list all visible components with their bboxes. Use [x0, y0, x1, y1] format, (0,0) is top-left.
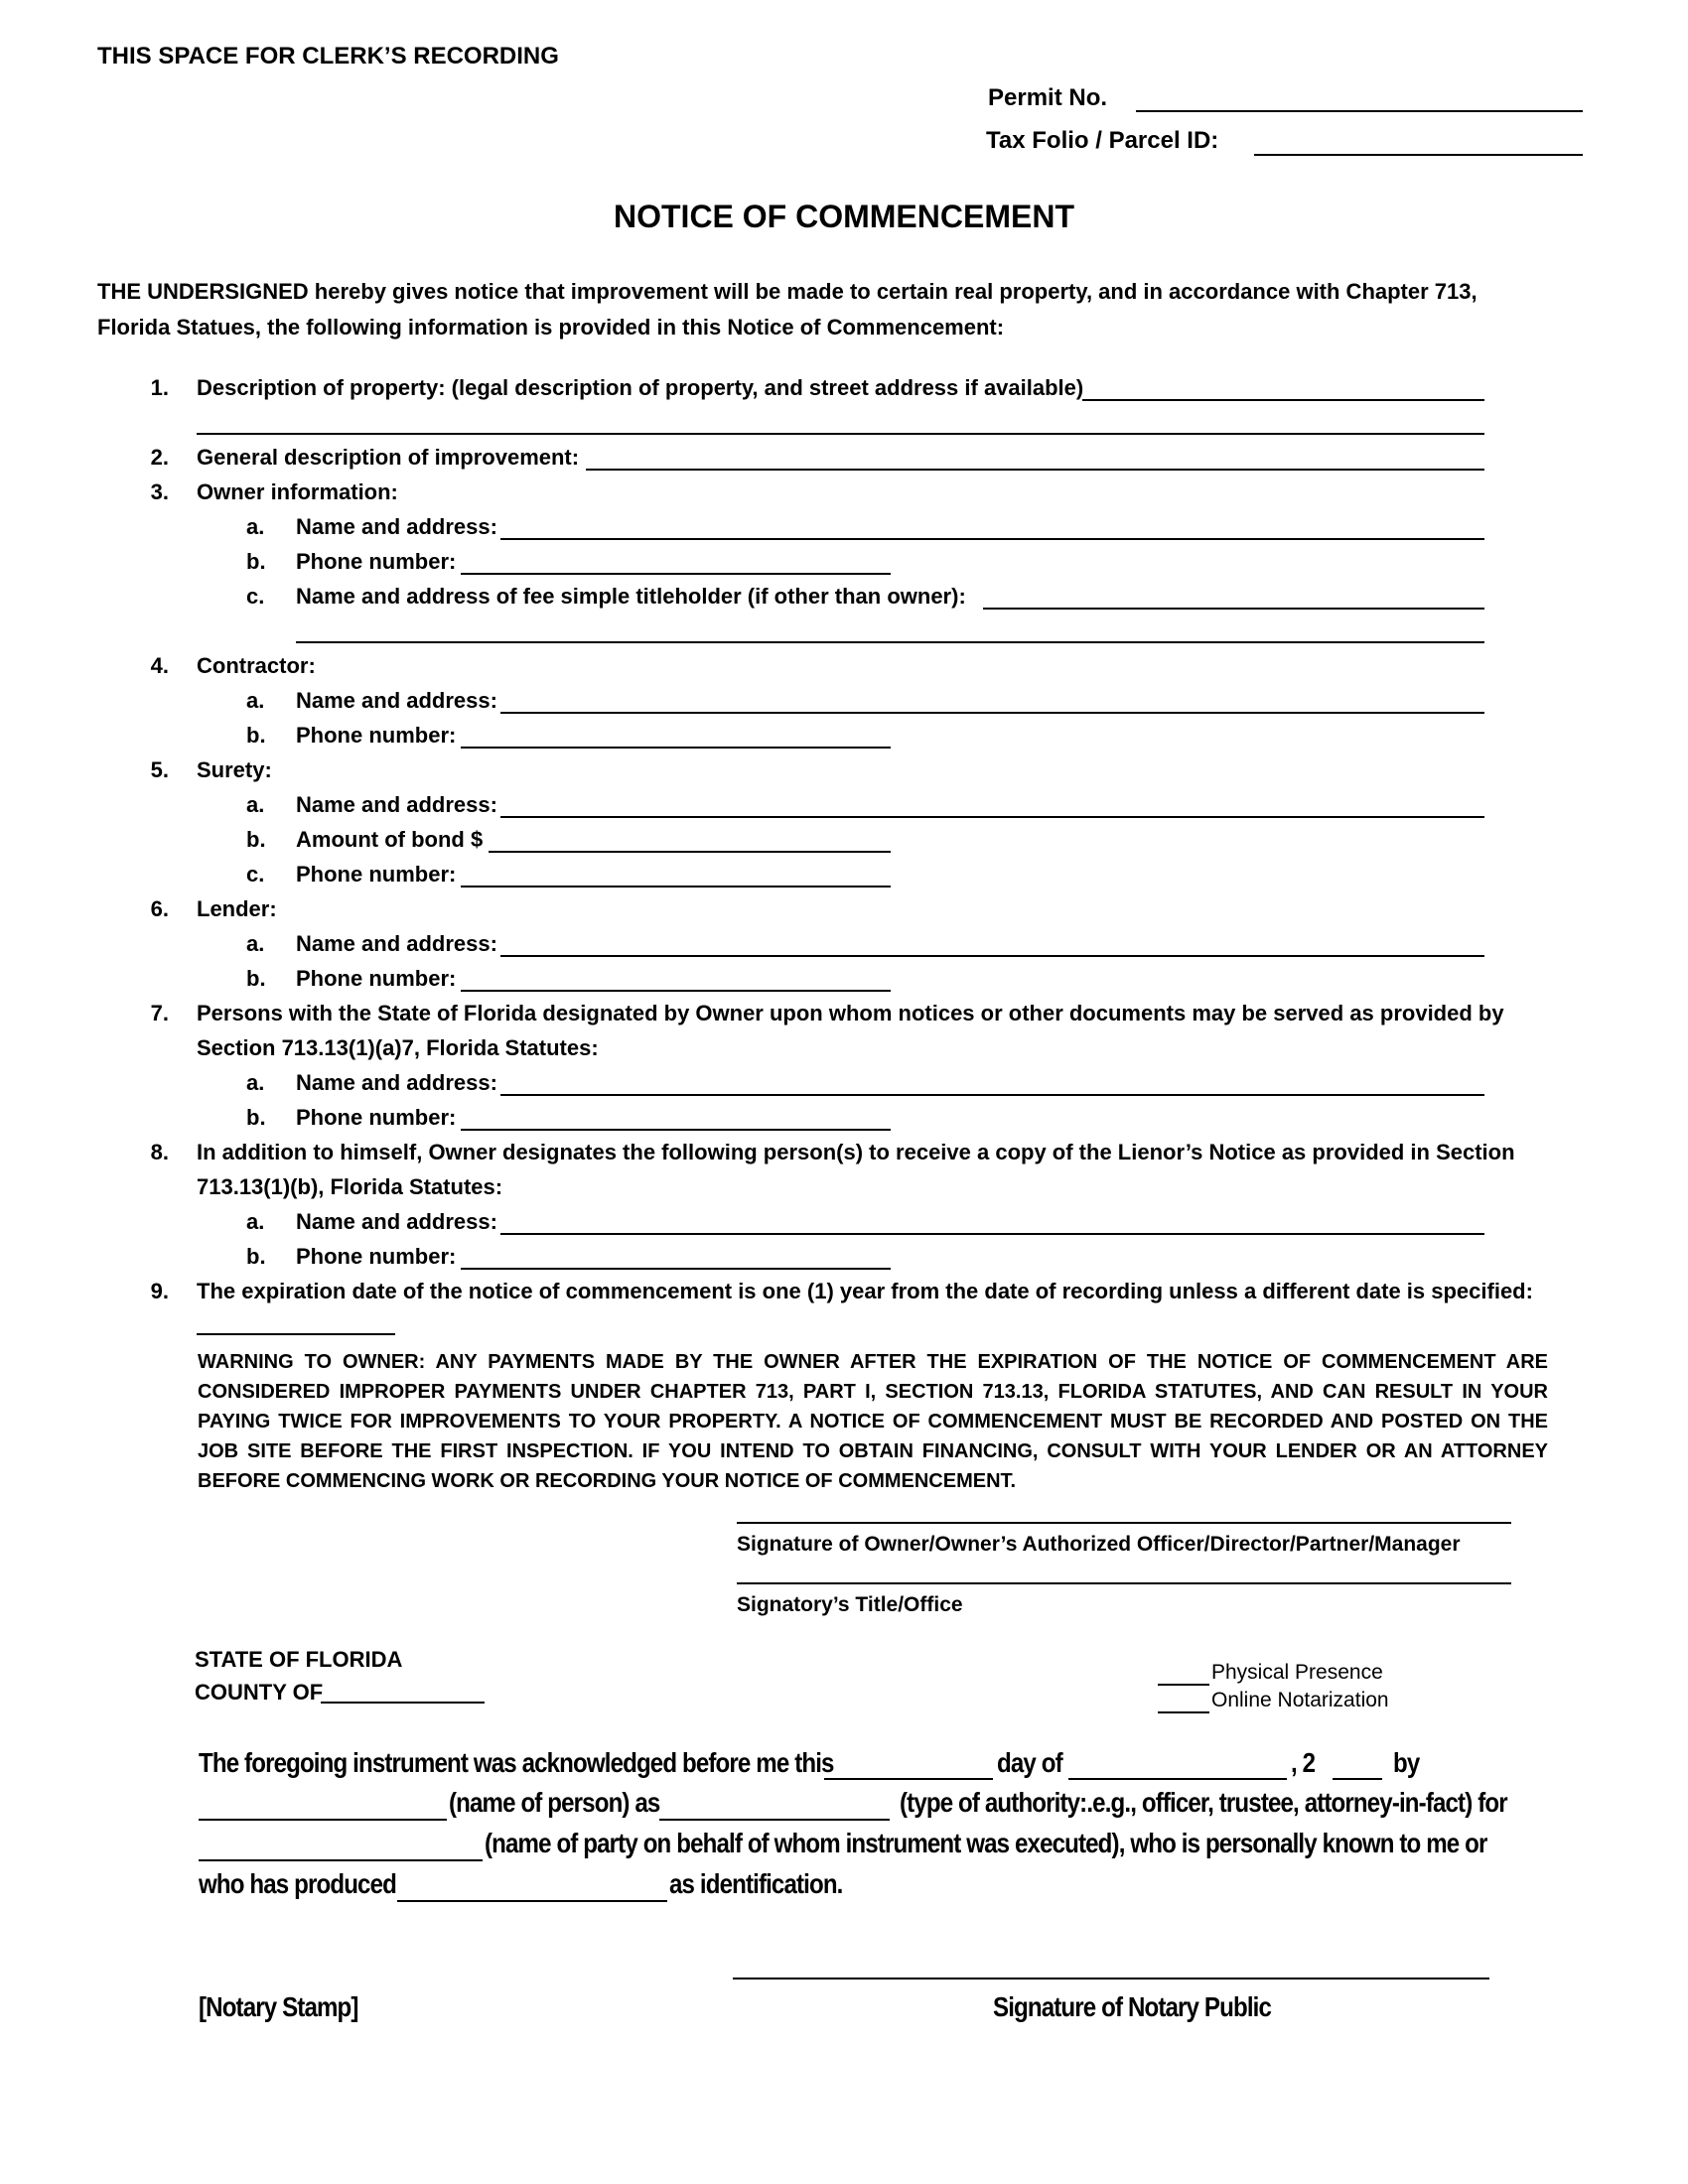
- ack-month-field[interactable]: [1068, 1778, 1287, 1780]
- physical-presence-label: Physical Presence: [1211, 1661, 1383, 1684]
- signatory-title-caption: Signatory’s Title/Office: [737, 1593, 963, 1616]
- item-number: 3.: [150, 479, 169, 504]
- designee-phone-field[interactable]: [461, 1129, 891, 1131]
- sub-letter: c.: [246, 584, 265, 609]
- designee-phone-label: Phone number:: [296, 1105, 457, 1130]
- sub-letter: b.: [246, 827, 266, 852]
- sub-letter: a.: [246, 1070, 265, 1095]
- sub-letter: a.: [246, 514, 265, 539]
- sub-letter: b.: [246, 1105, 266, 1130]
- sub-letter: b.: [246, 549, 266, 574]
- notary-signature-caption: Signature of Notary Public: [993, 1991, 1272, 2022]
- county-label: COUNTY OF: [195, 1680, 324, 1705]
- item-number: 9.: [150, 1279, 169, 1303]
- titleholder-label: Name and address of fee simple titleholder (if other than owner):: [296, 584, 966, 609]
- ack-line4-text-a: who has produced: [199, 1868, 396, 1899]
- sub-letter: b.: [246, 966, 266, 991]
- surety-phone-field[interactable]: [461, 886, 891, 887]
- permit-no-label: Permit No.: [988, 84, 1108, 111]
- permit-no-field[interactable]: [1136, 110, 1583, 112]
- expiration-date-field[interactable]: [197, 1333, 395, 1335]
- item-label-property-description: Description of property: (legal description of property, and street address if available): [197, 375, 1084, 400]
- titleholder-field[interactable]: [983, 608, 1484, 610]
- property-description-field[interactable]: [1082, 399, 1484, 401]
- item-label-contractor: Contractor:: [197, 653, 316, 678]
- ack-party-name-field[interactable]: [199, 1859, 483, 1861]
- ack-day-field[interactable]: [824, 1778, 993, 1780]
- lienor-recipient-phone-field[interactable]: [461, 1268, 891, 1270]
- intro-paragraph: THE UNDERSIGNED hereby gives notice that improvement will be made to certain real property, and in accordance with Chapter 713, Florida Statues, the following information is provided in this Notice of Commencement:: [97, 279, 1477, 340]
- tax-folio-field[interactable]: [1254, 154, 1583, 156]
- item-label-lender: Lender:: [197, 896, 277, 921]
- designee-name-address-label: Name and address:: [296, 1070, 497, 1095]
- lienor-recipient-phone-label: Phone number:: [296, 1244, 457, 1269]
- surety-name-address-label: Name and address:: [296, 792, 497, 817]
- sub-letter: a.: [246, 688, 265, 713]
- item-number: 5.: [150, 757, 169, 782]
- bond-amount-field[interactable]: [489, 851, 891, 853]
- item-number: 7.: [150, 1001, 169, 1025]
- designee-name-address-field[interactable]: [500, 1094, 1484, 1096]
- item-label-improvement: General description of improvement:: [197, 445, 580, 470]
- signatory-title-line[interactable]: [737, 1582, 1511, 1584]
- item-label-lienor-notice-line2: 713.13(1)(b), Florida Statutes:: [197, 1174, 503, 1199]
- ack-year-field[interactable]: [1333, 1778, 1382, 1780]
- ack-line1-text: The foregoing instrument was acknowledged before me this: [199, 1747, 834, 1778]
- sub-letter: a.: [246, 792, 265, 817]
- lender-name-address-label: Name and address:: [296, 931, 497, 956]
- online-notarization-label: Online Notarization: [1211, 1689, 1389, 1711]
- owner-name-address-label: Name and address:: [296, 514, 497, 539]
- ack-person-name-field[interactable]: [199, 1819, 447, 1821]
- item-label-designated-persons-line2: Section 713.13(1)(a)7, Florida Statutes:: [197, 1035, 599, 1060]
- sub-letter: a.: [246, 931, 265, 956]
- owner-signature-caption: Signature of Owner/Owner’s Authorized Officer/Director/Partner/Manager: [737, 1533, 1461, 1556]
- owner-phone-label: Phone number:: [296, 549, 457, 574]
- item-label-designated-persons: Persons with the State of Florida designated by Owner upon whom notices or other documents may be served as provided by: [197, 1001, 1504, 1025]
- sub-letter: a.: [246, 1209, 265, 1234]
- ack-authority-type-field[interactable]: [659, 1819, 890, 1821]
- lender-phone-field[interactable]: [461, 990, 891, 992]
- physical-presence-checkbox[interactable]: [1158, 1684, 1209, 1686]
- online-notarization-checkbox[interactable]: [1158, 1711, 1209, 1713]
- contractor-phone-field[interactable]: [461, 747, 891, 749]
- tax-folio-label: Tax Folio / Parcel ID:: [986, 127, 1219, 154]
- ack-line3-text: (name of party on behalf of whom instrument was executed), who is personally known to me or: [485, 1828, 1487, 1858]
- item-number: 8.: [150, 1140, 169, 1164]
- page-title: NOTICE OF COMMENCEMENT: [614, 199, 1074, 234]
- ack-day-of-text: day of: [997, 1747, 1062, 1778]
- item-label-expiration: The expiration date of the notice of commencement is one (1) year from the date of recording unless a different date is specified:: [197, 1279, 1533, 1303]
- ack-line4-text-b: as identification.: [669, 1868, 843, 1899]
- contractor-name-address-field[interactable]: [500, 712, 1484, 714]
- sub-letter: c.: [246, 862, 265, 887]
- owner-name-address-field[interactable]: [500, 538, 1484, 540]
- surety-phone-label: Phone number:: [296, 862, 457, 887]
- item-label-surety: Surety:: [197, 757, 272, 782]
- bond-amount-label: Amount of bond $: [296, 827, 484, 852]
- state-label: STATE OF FLORIDA: [195, 1647, 403, 1672]
- item-label-lienor-notice: In addition to himself, Owner designates the following person(s) to receive a copy of the Lienor’s Notice as provided in Section: [197, 1140, 1515, 1164]
- contractor-name-address-label: Name and address:: [296, 688, 497, 713]
- property-description-field-line2[interactable]: [197, 433, 1484, 435]
- lender-phone-label: Phone number:: [296, 966, 457, 991]
- item-number: 2.: [150, 445, 169, 470]
- lienor-recipient-name-address-field[interactable]: [500, 1233, 1484, 1235]
- lender-name-address-field[interactable]: [500, 955, 1484, 957]
- notary-signature-line[interactable]: [733, 1978, 1489, 1979]
- ack-by-text: by: [1393, 1747, 1420, 1778]
- item-number: 1.: [150, 375, 169, 400]
- ack-line2-text-a: (name of person) as: [449, 1787, 660, 1818]
- clerk-recording-label: THIS SPACE FOR CLERK’S RECORDING: [97, 43, 559, 69]
- ack-identification-field[interactable]: [397, 1900, 667, 1902]
- titleholder-field-line2[interactable]: [296, 641, 1484, 643]
- notary-stamp-label: [Notary Stamp]: [199, 1991, 358, 2022]
- owner-signature-line[interactable]: [737, 1522, 1511, 1524]
- sub-letter: b.: [246, 723, 266, 748]
- ack-year-prefix: , 2: [1291, 1747, 1316, 1778]
- owner-phone-field[interactable]: [461, 573, 891, 575]
- contractor-phone-label: Phone number:: [296, 723, 457, 748]
- item-number: 4.: [150, 653, 169, 678]
- lienor-recipient-name-address-label: Name and address:: [296, 1209, 497, 1234]
- item-label-owner: Owner information:: [197, 479, 398, 504]
- item-number: 6.: [150, 896, 169, 921]
- ack-line2-text-b: (type of authority:.e.g., officer, trustee, attorney-in-fact) for: [900, 1787, 1507, 1818]
- county-field[interactable]: [321, 1702, 485, 1704]
- surety-name-address-field[interactable]: [500, 816, 1484, 818]
- improvement-field[interactable]: [586, 469, 1484, 471]
- sub-letter: b.: [246, 1244, 266, 1269]
- warning-to-owner: WARNING TO OWNER: ANY PAYMENTS MADE BY THE OWNER AFTER THE EXPIRATION OF THE NOTICE OF COMMENCEMENT ARE CONSIDERED IMPROPER PAYMENTS UNDER CHAPTER 713, PART I, SECTION 713.13, FLORIDA STATUTES, AND CAN RESULT IN YOUR PAYING TWICE FOR IMPROVEMENTS TO YOUR PROPERTY. A NOTICE OF COMMENCEMENT MUST BE RECORDED AND POSTED ON THE JOB SITE BEFORE THE FIRST INSPECTION. IF YOU INTEND TO OBTAIN FINANCING, CONSULT WITH YOUR LENDER OR AN ATTORNEY BEFORE COMMENCING WORK OR RECORDING YOUR NOTICE OF COMMENCEMENT.: [198, 1351, 1548, 1492]
